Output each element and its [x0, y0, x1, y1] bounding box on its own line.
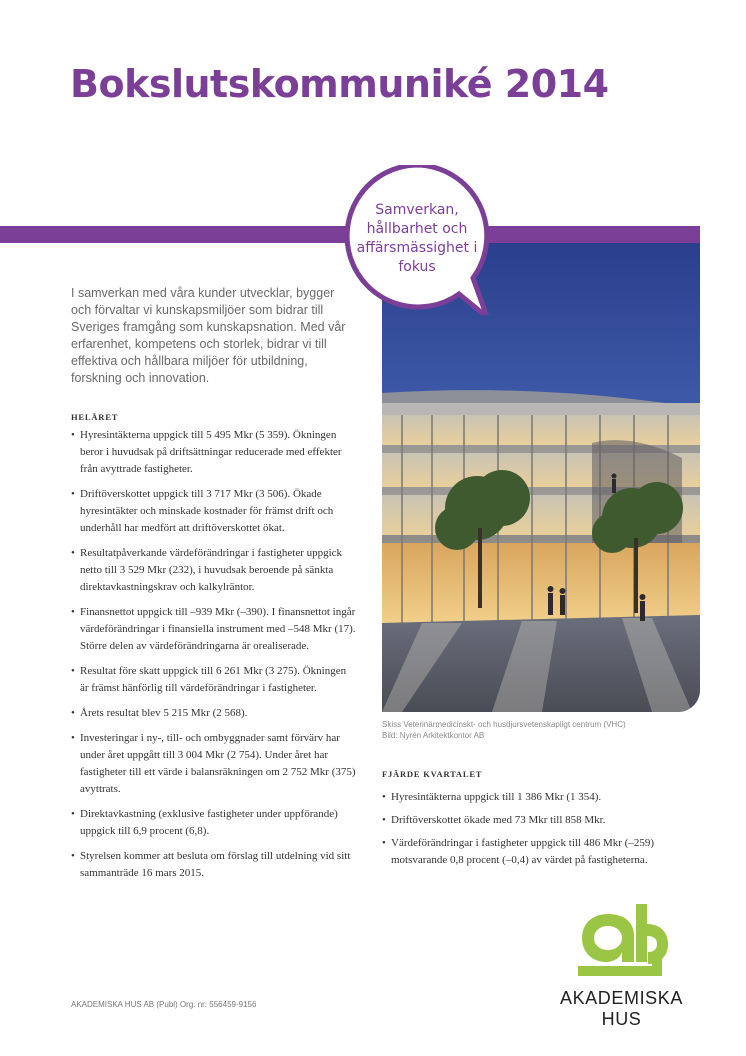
section-heading-fourth-quarter: FJÄRDE KVARTALET: [382, 769, 483, 779]
list-item: • Driftöverskottet uppgick till 3 717 Mkr (3 506). Ökade hyresintäkter och minskade kostnader för främst drift och underhåll har medfört att driftöverskottet ökat.: [71, 486, 356, 537]
list-item: • Investeringar i ny-, till- och ombyggnader samt förvärv har under året uppgått till 3 004 Mkr (2 754). Under året har fastigheter till ett värde i balansräkningen om 2 752 Mkr (375) avyttrats.: [71, 730, 356, 798]
intro-paragraph: I samverkan med våra kunder utvecklar, bygger och förvaltar vi kunskapsmiljöer som bidrar till Sveriges framgång som kunskapsnation. Med vår erfarenhet, kompetens och storlek, bidrar vi till effektiva och hållbara miljöer för utbildning, forskning och innovation.: [71, 286, 346, 385]
full-year-section: [71, 412, 356, 890]
list-item: • Finansnettot uppgick till –939 Mkr (–390). I finansnettot ingår värdeförändringar i finansiella instrument med –548 Mkr (17). Större delen av värdeförändringarna är orealiserade.: [71, 604, 356, 655]
akademiska-hus-logo-icon: [576, 902, 672, 980]
bubble-text: Samverkan, hållbarhet och affärsmässighet i fokus: [356, 202, 478, 275]
full-year-list: [71, 427, 356, 882]
list-item: • Hyresintäkterna uppgick till 1 386 Mkr (1 354).: [382, 789, 702, 806]
image-caption: [382, 719, 700, 741]
list-item: • Värdeförändringar i fastigheter uppgick till 486 Mkr (–259) motsvarande 0,8 procent (–0,4) av värdet på fastigheterna.: [382, 835, 702, 869]
logo-text: AKADEMISKA HUS: [559, 988, 684, 1029]
fourth-quarter-section: [382, 769, 702, 875]
fourth-quarter-list: [382, 789, 702, 869]
footer-text: AKADEMISKA HUS AB (Publ) Org. nr: 556459-9156: [71, 1000, 257, 1009]
list-item: • Årets resultat blev 5 215 Mkr (2 568).: [71, 705, 356, 722]
caption-line: Skiss Veterinärmedicinskt- och husdjursvetenskapligt centrum (VHC): [382, 720, 626, 729]
list-item: • Resultatpåverkande värdeförändringar i fastigheter uppgick netto till 3 529 Mkr (232), i huvudsak beroende på sänkta direktavkastningskrav och kalkylräntor.: [71, 545, 356, 596]
list-item: • Driftöverskottet ökade med 73 Mkr till 858 Mkr.: [382, 812, 702, 829]
list-item: • Styrelsen kommer att besluta om förslag till utdelning vid sitt sammanträde 16 mars 2015.: [71, 848, 356, 882]
list-item: • Hyresintäkterna uppgick till 5 495 Mkr (5 359). Ökningen beror i huvudsak på driftsättningar reducerade med effekter från avyttrade fastigheter.: [71, 427, 356, 478]
caption-credit: Bild: Nyrén Arkitektkontor AB: [382, 731, 485, 740]
section-heading-full-year: HELÅRET: [71, 412, 119, 422]
page-title: Bokslutskommuniké 2014: [70, 62, 609, 106]
list-item: • Resultat före skatt uppgick till 6 261 Mkr (3 275). Ökningen är främst hänförlig till värdeförändringar i fastigheter.: [71, 663, 356, 697]
list-item: • Direktavkastning (exklusive fastigheter under uppförande) uppgick till 6,9 procent (6,8).: [71, 806, 356, 840]
